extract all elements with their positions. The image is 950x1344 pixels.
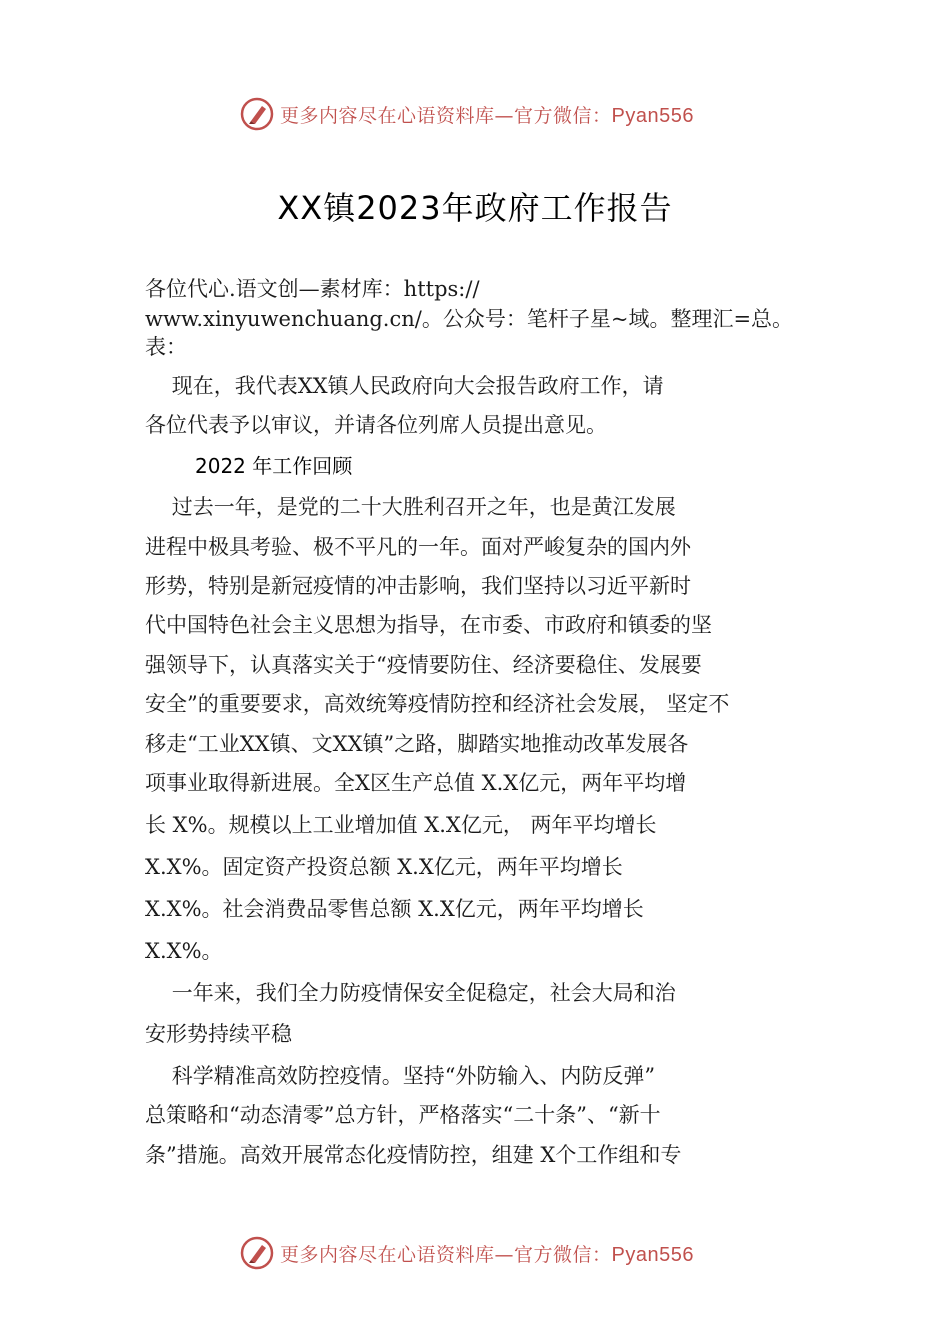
paragraph-line: 形势，特别是新冠疫情的冲击影响，我们坚持以习近平新时 [145, 574, 691, 598]
pen-nib-logo-icon [240, 1236, 274, 1270]
footer-banner [0, 1233, 950, 1273]
paragraph-line: 一年来，我们全力防疫情保安全促稳定，社会大局和治 [145, 981, 676, 1005]
paragraph-line: 移走“工业XX镇、文XX镇”之路，脚踏实地推动改革发展各 [145, 732, 689, 756]
paragraph-line: 进程中极具考验、极不平凡的一年。面对严峻复杂的国内外 [145, 535, 691, 559]
paragraph-line: 各位代表予以审议，并请各位列席人员提出意见。 [145, 413, 607, 437]
paragraph-line: 科学精准高效防控疫情。坚持“外防输入、内防反弹” [145, 1064, 656, 1088]
paragraph-line: 总策略和“动态清零”总方针，严格落实“二十条”、“新十 [145, 1103, 661, 1127]
paragraph-line: 过去一年，是党的二十大胜利召开之年，也是黄江发展 [145, 495, 676, 519]
document-title: XX镇2023年政府工作报告 [277, 189, 673, 227]
paragraph-line: 现在，我代表XX镇人民政府向大会报告政府工作，请 [145, 374, 664, 398]
wechat-handle: Pyan556 [611, 104, 694, 127]
paragraph-line: 项事业取得新进展。全X区生产总值 X.X亿元，两年平均增 [145, 771, 687, 795]
paragraph-line: 代中国特色社会主义思想为指导，在市委、市政府和镇委的坚 [145, 613, 712, 637]
paragraph-line: 强领导下，认真落实关于“疫情要防住、经济要稳住、发展要 [145, 653, 702, 677]
paragraph-line: 长 X%。规模以上工业增加值 X.X亿元， 两年平均增长 [145, 813, 657, 837]
wechat-handle: Pyan556 [611, 1243, 694, 1266]
paragraph-line: 安形势持续平稳 [145, 1022, 292, 1046]
paragraph-line: X.X%。固定资产投资总额 X.X亿元，两年平均增长 [145, 855, 623, 879]
intro-line: 表： [145, 335, 187, 359]
intro-line: 各位代心.语文创—素材库：https:// [145, 277, 480, 301]
paragraph-line: 安全”的重要要求，高效统筹疫情防控和经济社会发展， 坚定不 [145, 692, 730, 716]
paragraph-line: X.X%。社会消费品零售总额 X.X亿元，两年平均增长 [145, 897, 644, 921]
header-banner [0, 94, 950, 134]
banner-text: 更多内容尽在心语资料库—官方微信：Pyan556 [280, 104, 694, 127]
banner-text: 更多内容尽在心语资料库—官方微信：Pyan556 [280, 1243, 694, 1266]
pen-nib-logo-icon [240, 97, 274, 131]
paragraph-line: X.X%。 [145, 939, 223, 963]
paragraph-line: 条”措施。高效开展常态化疫情防控，组建 X个工作组和专 [145, 1143, 682, 1167]
intro-line: www.xinyuwenchuang.cn/。公众号：笔杆子星~域。整理汇=总。 [145, 307, 794, 331]
section-heading: 2022 年工作回顾 [195, 454, 353, 478]
